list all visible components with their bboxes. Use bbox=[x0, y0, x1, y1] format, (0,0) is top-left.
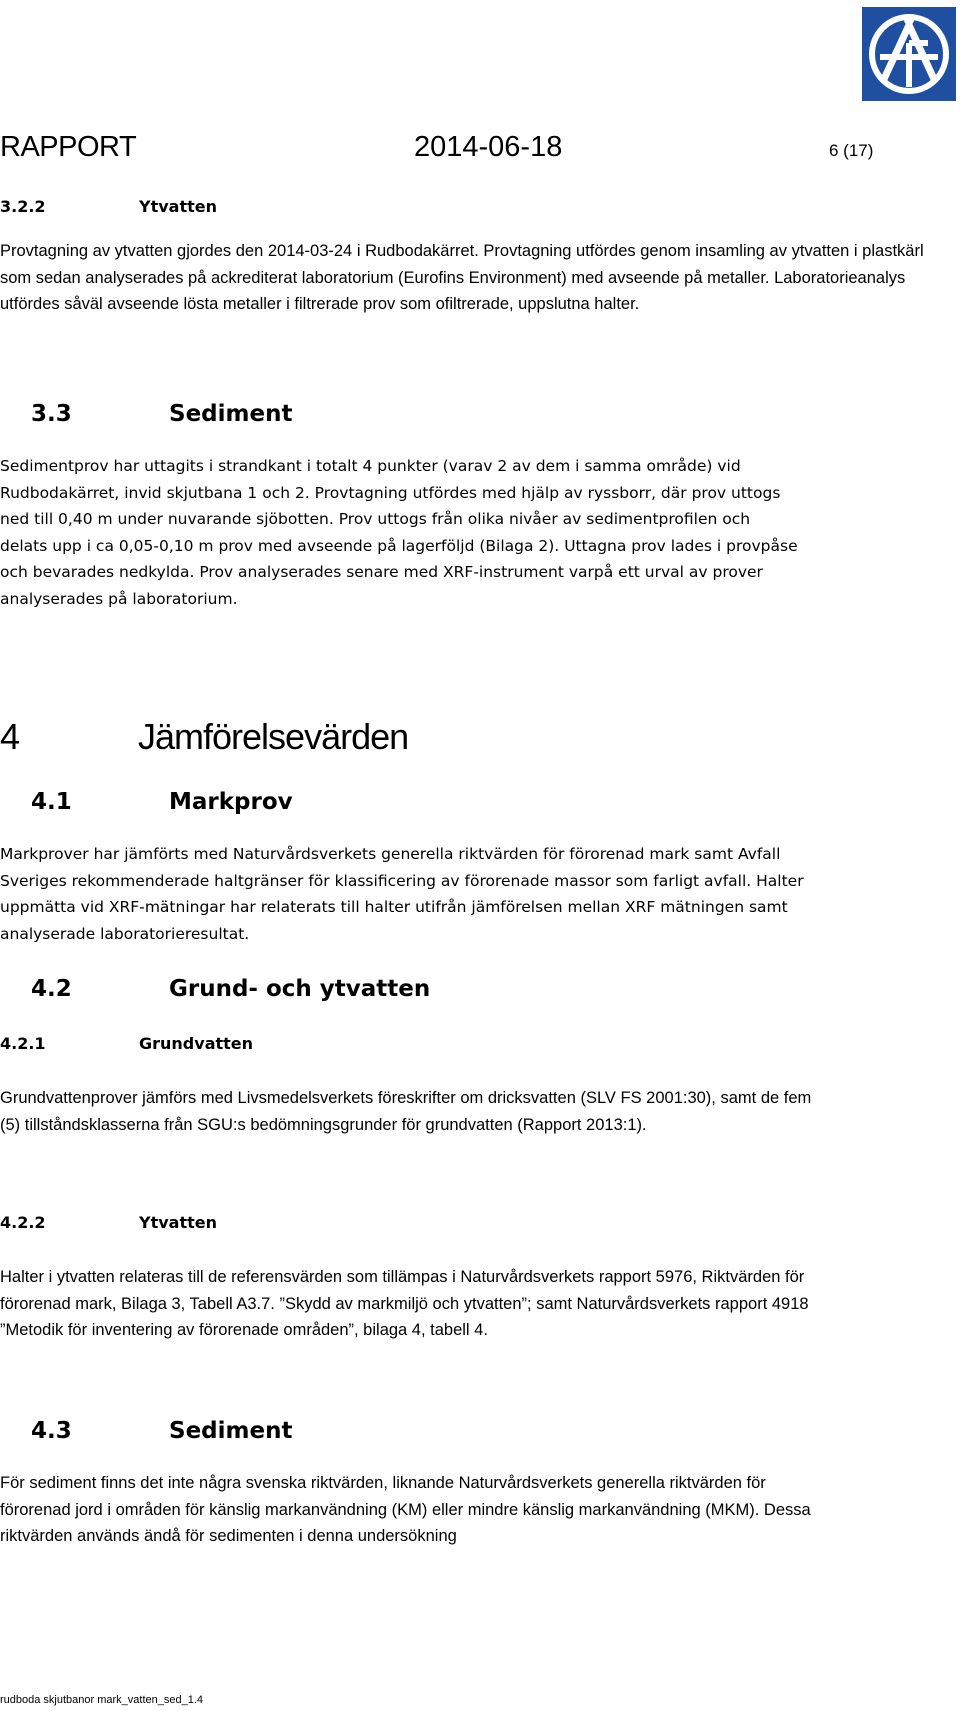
section-heading bbox=[0, 1212, 945, 1234]
section-title: Ytvatten bbox=[139, 1213, 217, 1232]
section-heading bbox=[0, 974, 945, 1004]
af-logo-icon bbox=[862, 7, 956, 101]
chapter-number: 4 bbox=[0, 716, 20, 757]
chapter-4 bbox=[0, 714, 945, 760]
section-title: Grund- och ytvatten bbox=[169, 976, 431, 1002]
section-3-3 bbox=[0, 399, 945, 612]
section-title: Sediment bbox=[169, 401, 293, 427]
section-heading bbox=[0, 399, 945, 429]
section-number: 4.2.1 bbox=[0, 1034, 46, 1053]
section-title: Grundvatten bbox=[139, 1034, 254, 1053]
chapter-title: Jämförelsevärden bbox=[138, 716, 409, 757]
section-4-2 bbox=[0, 974, 945, 1004]
section-number: 4.2 bbox=[31, 976, 72, 1002]
section-heading bbox=[0, 1416, 945, 1446]
section-4-1 bbox=[0, 787, 945, 947]
section-title: Markprov bbox=[169, 789, 293, 815]
section-number: 3.3 bbox=[31, 401, 72, 427]
section-4-2-1 bbox=[0, 1033, 945, 1138]
section-paragraph: För sediment finns det inte några svenska riktvärden, liknande Naturvårdsverkets generella riktvärden för förorenad jord i områden för känslig markanvändning (KM) eller mindre känslig markanvändning (MKM). Dessa riktvärden används ändå för sedimenten i denna undersökning bbox=[0, 1474, 811, 1545]
section-paragraph: Grundvattenprover jämförs med Livsmedelsverkets föreskrifter om dricksvatten (SLV FS 2001:30), samt de fem (5) tillståndsklasserna från SGU:s bedömningsgrunder för grundvatten (Rapport 2013:1). bbox=[0, 1089, 812, 1134]
report-date: 2014-06-18 bbox=[414, 131, 563, 163]
section-heading bbox=[0, 787, 945, 817]
section-paragraph: Provtagning av ytvatten gjordes den 2014-03-24 i Rudbodakärret. Provtagning utfördes genom insamling av ytvatten i plastkärl som sedan analyserades på ackrediterat laboratorium (Eurofins Environment) med avseende på metaller. Laboratorieanalys utfördes såväl avseende lösta metaller i filtrerade prov som ofiltrerade, uppslutna halter. bbox=[0, 242, 924, 313]
section-4-3 bbox=[0, 1416, 945, 1550]
section-paragraph: Halter i ytvatten relateras till de referensvärden som tillämpas i Naturvårdsverkets rapport 5976, Riktvärden för förorenad mark, Bilaga 3, Tabell A3.7. ”Skydd av markmiljö och ytvatten”; samt Naturvårdsverkets rapport 4918 ”Metodik för inventering av förorenade områden”, bilaga 4, tabell 4. bbox=[0, 1268, 809, 1339]
section-number: 4.2.2 bbox=[0, 1213, 46, 1232]
section-number: 4.1 bbox=[31, 789, 72, 815]
section-4-2-2 bbox=[0, 1212, 945, 1344]
report-title: RAPPORT bbox=[0, 131, 137, 163]
section-heading bbox=[0, 196, 945, 218]
section-number: 4.3 bbox=[31, 1418, 72, 1444]
footer-filename: rudboda skjutbanor mark_vatten_sed_1.4 bbox=[0, 1694, 204, 1706]
chapter-heading bbox=[0, 714, 945, 760]
section-3-2-2 bbox=[0, 196, 945, 318]
section-number: 3.2.2 bbox=[0, 197, 46, 216]
section-paragraph: Sedimentprov har uttagits i strandkant i totalt 4 punkter (varav 2 av dem i samma område) vid Rudbodakärret, invid skjutbana 1 och 2. Provtagning utfördes med hjälp av ryssborr, där prov uttogs ned till 0,40 m under nuvarande sjöbotten. Prov uttogs från olika nivåer av sedimentprofilen och delats upp i ca 0,05-0,10 m prov med avseende på lagerföljd (Bilaga 2). Uttagna prov lades i provpåse och bevarades nedkylda. Prov analyserades senare med XRF-instrument varpå ett urval av prover analyserades på laboratorium. bbox=[0, 457, 798, 608]
section-title: Ytvatten bbox=[139, 197, 217, 216]
page-number: 6 (17) bbox=[829, 141, 874, 160]
section-title: Sediment bbox=[169, 1418, 293, 1444]
section-paragraph: Markprover har jämförts med Naturvårdsverkets generella riktvärden för förorenad mark samt Avfall Sveriges rekommenderade haltgränser för klassificering av förorenade massor som farligt avfall. Halter uppmätta vid XRF-mätningar har relaterats till halter utifrån jämförelsen mellan XRF mätningen samt analyserade laboratorieresultat. bbox=[0, 845, 804, 943]
section-heading bbox=[0, 1033, 945, 1055]
